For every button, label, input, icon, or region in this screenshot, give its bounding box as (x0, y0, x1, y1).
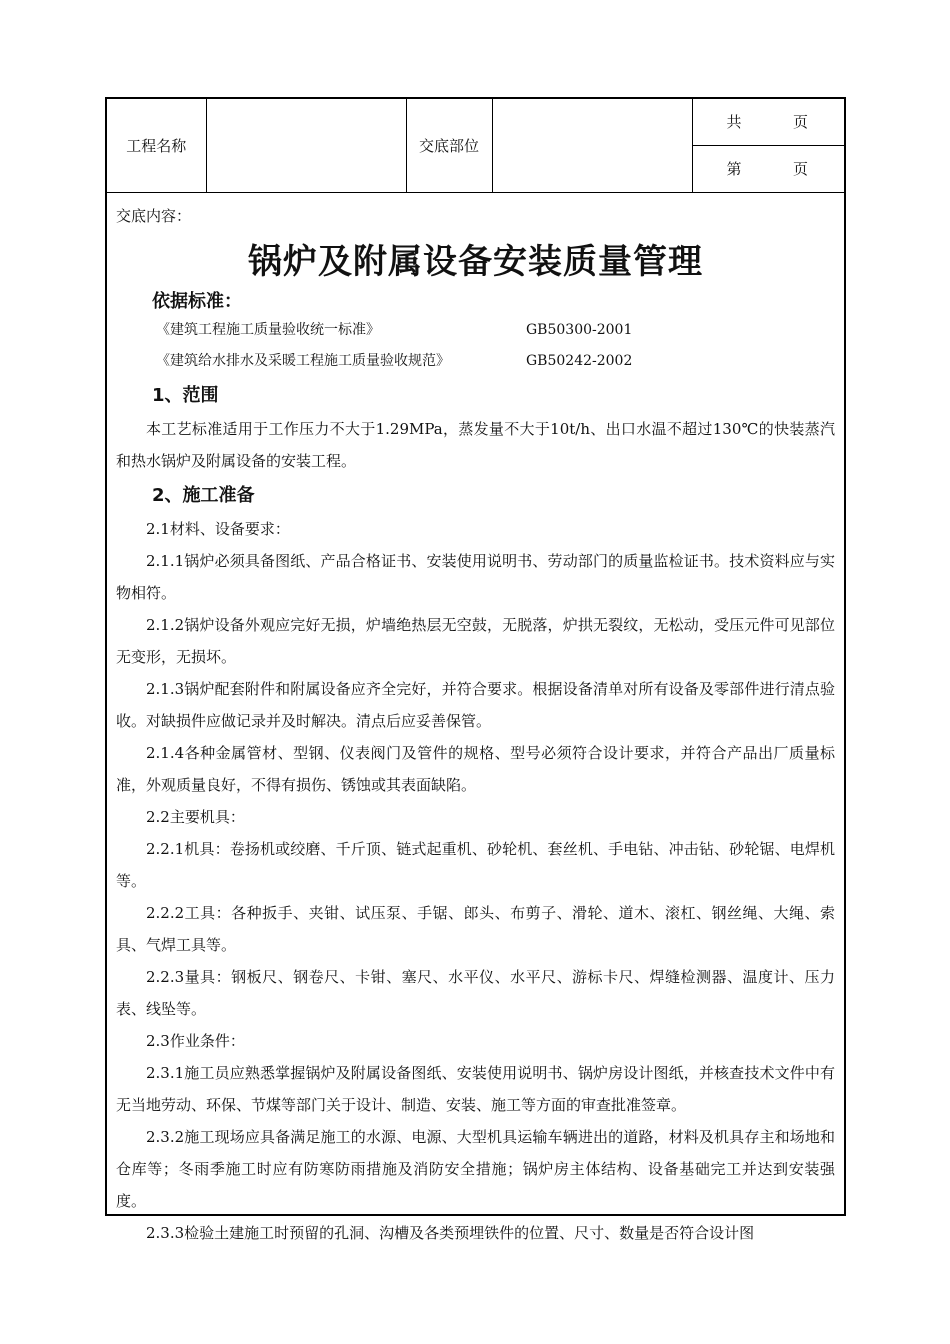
paragraph: 本工艺标准适用于工作压力不大于1.29MPa，蒸发量不大于10t/h、出口水温不超过130℃的快装蒸汽和热水锅炉及附属设备的安装工程。 (116, 419, 835, 470)
paragraph: 2.1.3锅炉配套附件和附属设备应齐全完好，并符合要求。根据设备清单对所有设备及零部件进行清点验收。对缺损件应做记录并及时解决。清点后应妥善保管。 (116, 679, 835, 730)
disclosure-sheet (105, 97, 846, 1242)
paragraph: 2.3.1施工员应熟悉掌握锅炉及附属设备图纸、安装使用说明书、锅炉房设计图纸，并核查技术文件中有无当地劳动、环保、节煤等部门关于设计、制造、安装、施工等方面的审查批准签章。 (116, 1063, 835, 1114)
paragraph: 2.1.4各种金属管材、型钢、仪表阀门及管件的规格、型号必须符合设计要求，并符合产品出厂质量标准，外观质量良好，不得有损伤、锈蚀或其表面缺陷。 (116, 743, 835, 794)
paragraph: 2.1.2锅炉设备外观应完好无损，炉墙绝热层无空鼓，无脱落，炉拱无裂纹，无松动，受压元件可见部位无变形，无损坏。 (116, 615, 835, 666)
location-label: 交底部位 (406, 99, 492, 192)
standard-row (156, 315, 835, 346)
paragraph: 2.2.1机具：卷扬机或绞磨、千斤顶、链式起重机、砂轮机、套丝机、手电钻、冲击钻、砂轮锯、电焊机等。 (116, 839, 835, 890)
standard-name: 《建筑给水排水及采暖工程施工质量验收规范》 (156, 352, 450, 369)
standard-code: GB50242-2002 (526, 352, 633, 369)
document-title: 锅炉及附属设备安装质量管理 (248, 241, 703, 282)
paragraph: 2.3作业条件： (146, 1031, 245, 1050)
paragraph: 2.2主要机具： (146, 807, 245, 826)
header-table (107, 99, 844, 193)
paragraph: 2.1材料、设备要求： (146, 519, 290, 538)
project-name-label: 工程名称 (107, 99, 206, 192)
page-no-cell (692, 145, 844, 192)
paragraph: 2.2.2工具：各种扳手、夹钳、试压泵、手锯、郎头、布剪子、滑轮、道木、滚杠、钢丝绳、大绳、索具、气焊工具等。 (116, 903, 835, 954)
page-no-suffix: 页 (792, 160, 808, 178)
paragraph: 2.2.3量具：钢板尺、钢卷尺、卡钳、塞尺、水平仪、水平尺、游标卡尺、焊缝检测器、温度计、压力表、线坠等。 (116, 967, 835, 1018)
disclosure-content (107, 193, 844, 1249)
project-name-value (206, 99, 406, 192)
section-heading-preparation: 2、施工准备 (152, 484, 255, 506)
total-pages-cell (692, 99, 844, 145)
standard-code: GB50300-2001 (526, 321, 633, 338)
paragraph: 2.1.1锅炉必须具备图纸、产品合格证书、安装使用说明书、劳动部门的质量监检证书。技术资料应与实物相符。 (116, 551, 835, 602)
total-pages-prefix: 共 (726, 113, 742, 132)
paragraph: 2.3.2施工现场应具备满足施工的水源、电源、大型机具运输车辆进出的道路，材料及机具存主和场地和仓库等；冬雨季施工时应有防寒防雨措施及消防安全措施；锅炉房主体结构、设备基础完工并达到安装强度。 (116, 1127, 835, 1210)
page-no-prefix: 第 (726, 160, 742, 178)
standard-row (156, 346, 835, 377)
section-heading-scope: 1、范围 (152, 384, 219, 406)
total-pages-suffix: 页 (792, 113, 808, 132)
location-value (492, 99, 692, 192)
basis-heading: 依据标准： (152, 290, 242, 312)
paragraph: 2.3.3检验土建施工时预留的孔洞、沟槽及各类预埋铁件的位置、尺寸、数量是否符合设计图 (146, 1223, 755, 1242)
standard-name: 《建筑工程施工质量验收统一标准》 (156, 321, 380, 338)
intro-label: 交底内容： (116, 206, 192, 225)
